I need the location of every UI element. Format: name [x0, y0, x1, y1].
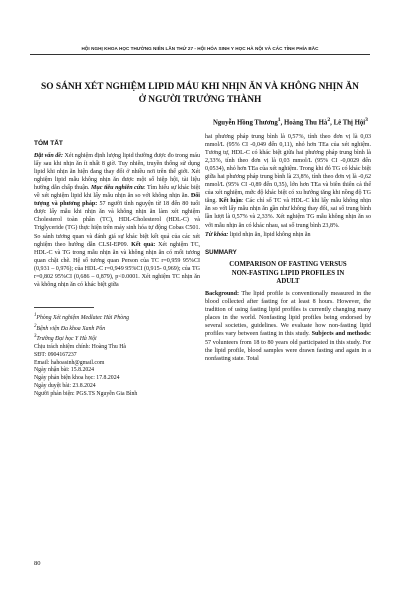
- results-label: Kết quả:: [131, 241, 156, 248]
- affiliation-3: [34, 333, 200, 344]
- results-text: Xét nghiệm TC, HDL-C và TG trong mẫu nhịn ăn và không nhịn ăn có mối tương quan chặt chẽ. Hệ số tương quan Person của TC r=0,959 95%CI (0,931 – 0,976); của HDL-C r=0,949 95%CI (0,915- 0,969); của TG r=0,802 95%CI (0,686 – 0,879), p<0.0001. Xét nghiệm TC nhịn ăn và không nhịn ăn có khác biệt giữa: [34, 241, 200, 288]
- date-received: Ngày nhận bài: 15.8.2024: [34, 367, 95, 374]
- methods-text: 57 người tình nguyện từ 18 đến 80 tuổi được lấy mẫu khi nhịn ăn và không nhịn ăn làm xét nghiệm Cholesterol toàn phần (TC), HDL-Cholesterol (HDL-C) và Triglyceride (TG) thực hiện trên máy sinh hóa tự động Cobas C501. So sánh tương quan và đánh giá sự khác biệt kết quả của các xét nghiệm theo hướng dẫn CLSI-EP09.: [34, 201, 200, 248]
- english-title-line-1: COMPARISON OF FASTING VERSUS: [229, 261, 347, 269]
- en-background-label: Background:: [205, 290, 240, 297]
- author-1: Nguyễn Hồng Thương: [213, 119, 278, 127]
- left-column: [34, 140, 200, 399]
- reviewer: Người phản biện: PGS.TS Nguyễn Gia Bình: [34, 390, 138, 397]
- background-text: Xét nghiệm định lượng lipid thường được đo trong máu lấy sau khi nhịn ăn ít nhất 8 giờ. Tuy nhiên, truyền thống sử dụng lipid khi nhịn ăn hiện đang thay đổi ở nhiều nơi trên thế giới. Xét nghiệm lipid mẫu không nhịn ăn được một số hiệp hội, tài liệu hướng dẫn chấp thuận.: [34, 153, 201, 192]
- affiliation-3-number: 3: [34, 334, 37, 340]
- english-title-line-2: NON-FASTING LIPID PROFILES IN: [231, 269, 345, 277]
- methods-label: Đối tượng và phương pháp:: [34, 193, 200, 208]
- affiliation-1-number: 1: [34, 312, 37, 318]
- author-2: Hoàng Thu Hà: [284, 119, 328, 127]
- affiliation-1-text: Phòng Xét nghiệm Medlatec Hải Phòng: [36, 314, 129, 321]
- phone-number: SĐT: 0904167237: [34, 351, 77, 358]
- keywords-text: lipid nhịn ăn, lipid không nhịn ăn: [228, 232, 311, 239]
- keywords-label: Từ khóa:: [205, 232, 229, 239]
- email-address: Email: hahoasinh@gmail.com: [34, 359, 105, 366]
- objective-label: Mục tiêu nghiên cứu: [91, 185, 144, 192]
- results-continued: [205, 133, 371, 230]
- abstract-heading: TÓM TẮT: [34, 140, 63, 147]
- en-background-text: The lipid profile is conventionally measured in the blood collected after fasting for at least 8 hours. However, the tradition of using fasting lipid profiles is currently changing many places in the world. Nonfasting lipid profiles being endorsed by several societies, guidelines. We evaluate how non-fasting lipid profiles vary between fasting in this study.: [205, 290, 371, 338]
- date-reviewed: Ngày phản biện khoa học: 17.8.2024: [34, 375, 120, 382]
- english-title-line-3: ADULT: [276, 278, 300, 286]
- header-divider: [30, 54, 370, 55]
- author-2-affiliation: 2: [327, 117, 331, 123]
- author-list: [213, 117, 368, 126]
- author-separator: ,: [280, 119, 284, 127]
- author-3-affiliation: 3: [365, 117, 368, 123]
- summary-heading: SUMMARY: [205, 249, 237, 257]
- english-abstract: [205, 290, 371, 363]
- en-subjects-label: Subjects and methods:: [311, 331, 371, 338]
- title-line-2: Ở NGƯỜI TRƯỞNG THÀNH: [138, 94, 262, 105]
- english-title: [205, 261, 371, 287]
- affiliation-2: [34, 323, 200, 334]
- corresponding-author: Chịu trách nhiệm chính: Hoàng Thu Hà: [34, 344, 126, 350]
- results-continued-text: hai phương pháp trung bình là 0,57%, tính theo đơn vị là 0,03 mmol/L (95% CI -0,049 đến 0,11), nhỏ hơn TEa của xét nghiệm. Tương tự, HDL-C có khác biệt giữa hai phương pháp trung bình là 2,33%, tính theo đơn vị là 0,03 mmol/L (95% CI -0,0029 đến 0,0534), nhỏ hơn TEa của xét nghiệm. Trong khi đó TG có khác biệt giữa hai phương pháp trung bình là 23,8%, tính theo đơn vị là -0,62 mmol/L (95% CI -0,89 đến 0,35), lớn hơn TEa và biên thiên cả thể của xét nghiệm, mức độ khác biệt có xu hướng tăng khi nồng độ TG tăng.: [205, 134, 371, 205]
- affiliation-3-text: Trường Đại học Y Hà Nội: [36, 336, 97, 343]
- author-separator: ,: [330, 119, 334, 127]
- running-header: HỘI NGHỊ KHOA HỌC THƯỜNG NIÊN LẦN THỨ 27 - HỘI HÓA SINH Y HỌC HÀ NỘI VÀ CÁC TỈNH PHÍA BẮC: [81, 46, 319, 51]
- author-3: Lê Thị Hội: [333, 119, 366, 127]
- background-label: Đặt vấn đề:: [34, 153, 63, 160]
- article-title: [30, 81, 370, 106]
- page-number: 80: [34, 560, 41, 567]
- conclusion-text: : Các chỉ số TC và HDL-C khi lấy mẫu không nhịn ăn so với lấy mẫu nhịn ăn gần như không thay đổi, sai số trung bình lần lượt là 0,57% và 2,33%. Xét nghiệm TG mẫu không nhịn ăn so với mẫu nhịn ăn có khác nhau, sai số trung bình 23,8%.: [205, 198, 372, 229]
- conclusion-label: Kết luận: [218, 198, 242, 205]
- author-1-affiliation: 1: [277, 117, 281, 123]
- footnote-divider: [34, 307, 94, 308]
- right-column: [205, 133, 371, 364]
- keywords: [205, 231, 371, 239]
- affiliation-2-number: 2: [34, 323, 37, 329]
- abstract-paragraph: [34, 152, 200, 289]
- date-accepted: Ngày duyệt bài: 23.8.2024: [34, 382, 96, 389]
- en-subjects-text: 57 volunteers from 18 to 80 years old participated in this study. For the lipid profile, blood samples were drawn fasting and again in a nonfasting state. Total: [205, 339, 371, 362]
- title-line-1: SO SÁNH XÉT NGHIỆM LIPID MÁU KHI NHỊN ĂN VÀ KHÔNG NHỊN ĂN: [41, 82, 359, 92]
- affiliation-2-text: Bệnh viện Đa khoa Xanh Pôn: [36, 325, 106, 332]
- objective-text: : Tìm hiểu sự khác biệt về xét nghiệm lipid khi lấy mẫu nhịn ăn so với không nhịn ăn.: [34, 185, 201, 200]
- affiliation-1: [34, 312, 200, 323]
